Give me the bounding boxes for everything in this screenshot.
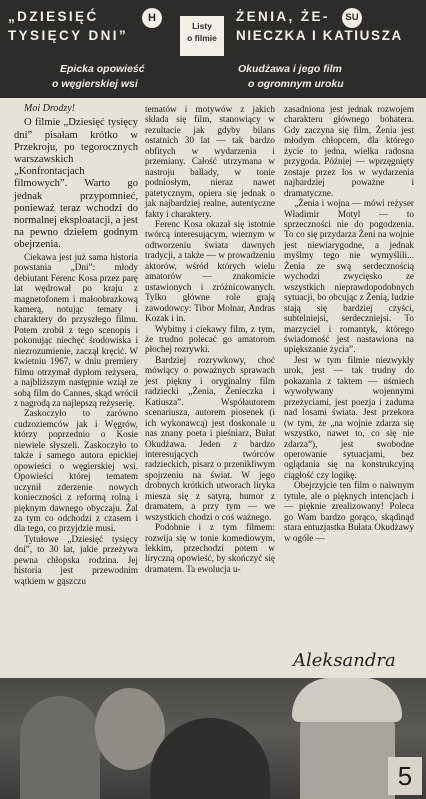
article-column-1 (14, 102, 138, 586)
paragraph: tematów i motywów z jakich składa się film, stanowiący w rezultacie jak gdyby bilans ostatnich 30 lat — tak bardzo obfitych w wydarzenia i przemiany. Całość utrzymana w nastroju ballady, w tonie podniosłym, nieraz nawet patetycznym, opiera się jednak o jak najbardziej realne, autentyczne fakty i charaktery. (145, 104, 275, 219)
right-title-line2: NIECZKA I KATIUSZA (236, 28, 403, 43)
page-number: 5 (388, 757, 422, 795)
paragraph: Ferenc Kosa okazał się istotnie twórcą interesującym, wiernym w odtworzeniu świata dawnych tradycji, a także — w prowadzeniu aktorów, wśród których wielu amatorów — znakomicie ustawionych i zróżnicowanych. Tylko główne role grają zawodowcy: Tibor Molnar, Andras Kozak i in. (145, 218, 275, 324)
paragraph: Bardziej rozrywkowy, choć mówiący o poważnych sprawach jest piękny i oryginalny film radziecki „Żenia, Żenieczka i Katiusza”. Współautorem scenariusza, autorem piosenek (i ich wykonawcą) jest doskonale u nas znany poeta i pieśniarz, Bułat Okudżawa. Jeden z bardzo interesujących twórców radzieckich, pisarz o przenikliwym spojrzeniu na świat. W jego drobnych krótkich utworach liryka miesza się z satyrą, humor z dramatem, a przy tym — we wszystkich chodzi o coś ważnego. (145, 354, 275, 522)
right-title-line1: ŻENIA, ŻE- (236, 9, 330, 24)
paragraph: Jest w tym filmie niezwykły urok, jest — tak trudny do pokazania z taktem — uśmiech wywoływany wojennymi przeżyciami, jest poezja i zaduma nad losami świata. Jest przekora (w tym, że „na wojnie zdarza się wszystko, nawet to, co się nie zdarza”), jest swobodne operowanie sytuacjami, bez oglądania się na konstrukcyjną ciągłość czy logikę. (284, 354, 414, 480)
paragraph: Ciekawa jest już sama historia powstania „Dni”: młody debiutant Ferenc Kosa przez parę lat wędrował po kraju z magnetofonem i małoobrazkową kamerą, notując tematy i charaktery do przyszłego filmu. Potem zrobił z tego scenopis i pokonując niechęć środowiska i niezrozumienie, zaczął kręcić. W kwietniu 1967, w dniu premiery filmu otrzymał dyplom reżysera, a najbliższym następnie wziął ze sobą film do Cannes, skąd wrócił z nagrodą za najlepszą reżyserię. (14, 251, 138, 409)
column-label-line1: Listy (192, 21, 212, 31)
paragraph: Podobnie i z tym filmem: rozwija się w tonie komediowym, lekkim, przechodzi potem w liryczną opowieść, by skończyć się dramatem. Ta ewolucja u- (145, 522, 275, 574)
paragraph: Tytułowe „Dziesięć tysięcy dni”, to 30 lat, jakie przeżywa pewna chłopska rodzina. Jej historia jest przewodnim wątkiem w gąszczu (14, 533, 138, 586)
article-column-3 (284, 104, 414, 543)
right-subtitle-line2: o ogromnym uroku (248, 78, 344, 90)
left-title-line1: „DZIESIĘĆ (8, 9, 99, 24)
column-label-box (180, 16, 224, 56)
left-subtitle-line1: Epicka opowieść (60, 63, 145, 75)
paragraph: O filmie „Dziesięć tysięcy dni” pisałam krótko w Przekroju, po tegorocznych warszawskich „Konfrontacjach filmowych”. Warto go jednak przypomnieć, ponieważ teraz wchodzi do normalnej eksploatacji, a jest na pewno dziełem godnym obejrzenia. (14, 117, 138, 251)
right-subtitle-line1: Okudżawa i jego film (238, 63, 342, 75)
photo-figure-right-hair (292, 678, 402, 722)
paragraph: Obejrzyjcie ten film o naiwnym tytule, ale o pięknych intencjach i — pięknie zrealizowany! Poleca go Wam bardzo gorąco, skądinąd stara entuzjastka Bułata Okudżawy w ogóle — (284, 480, 414, 543)
rating-badge-left: H (142, 8, 162, 28)
paragraph: Zaskoczyło to zarówno cudzoziemców jak i Węgrów, którzy poprzednio o Kosie niewiele słyszeli. Zaskoczyło to także i samego autora epickiej opowieści o węgierskiej wsi. Opowieści której tematem uczynił zderzenie nowych konieczności z reformą rolną i pięknym dawnego obyczaju. Żal za tym co odchodzi z czasem i dla tego, co przyjdzie musi. (14, 408, 138, 534)
paragraph: „Żenia i wojna — mówi reżyser Władimir Motyl — to sprzeczności nie do pogodzenia. To co się przydarza Żeni na wojnie jest niewiarygodne, a jednak myślmy tego nie wymyślili... Żenia ze swą serdecznością wychodzi zwycięsko ze wszystkich nieprawdopodobnych sytuacji, bo obcując z Żenią, ludzie stają się bardziej czyści, subtelniejsi, serdeczniejsi. To marzyciel i romantyk, którego świadomość jest nastawiona na upiększanie życia”. (284, 198, 414, 355)
article-header (0, 0, 426, 98)
rating-badge-right: SU (342, 8, 362, 28)
film-still-photo (0, 678, 426, 799)
left-title-line2: TYSIĘCY DNI” (8, 28, 129, 43)
left-subtitle-line2: o węgierskiej wsi (52, 78, 138, 90)
photo-figure-left (20, 696, 100, 799)
author-signature: Aleksandra (293, 650, 396, 671)
greeting: Moi Drodzy! (24, 103, 76, 114)
paragraph: zasadniona jest jednak rozwojem charakteru głównego bohatera. Gdy zaczyna się film, Żenia jest młodym chłopcem, dla którego życie to jedna, wielka radosna przygoda. Później — wprzęgnięty zostaje przez los w wydarzenia najbardziej poważne i dramatyczne. (284, 104, 414, 198)
column-label-line2: o filmie (187, 33, 217, 43)
paragraph: Wybitny i ciekawy film, z tym, że trudno polecać go amatorom płochej rozrywki. (145, 323, 275, 355)
article-column-2 (145, 104, 275, 574)
photo-figure-shoulder (150, 718, 270, 799)
